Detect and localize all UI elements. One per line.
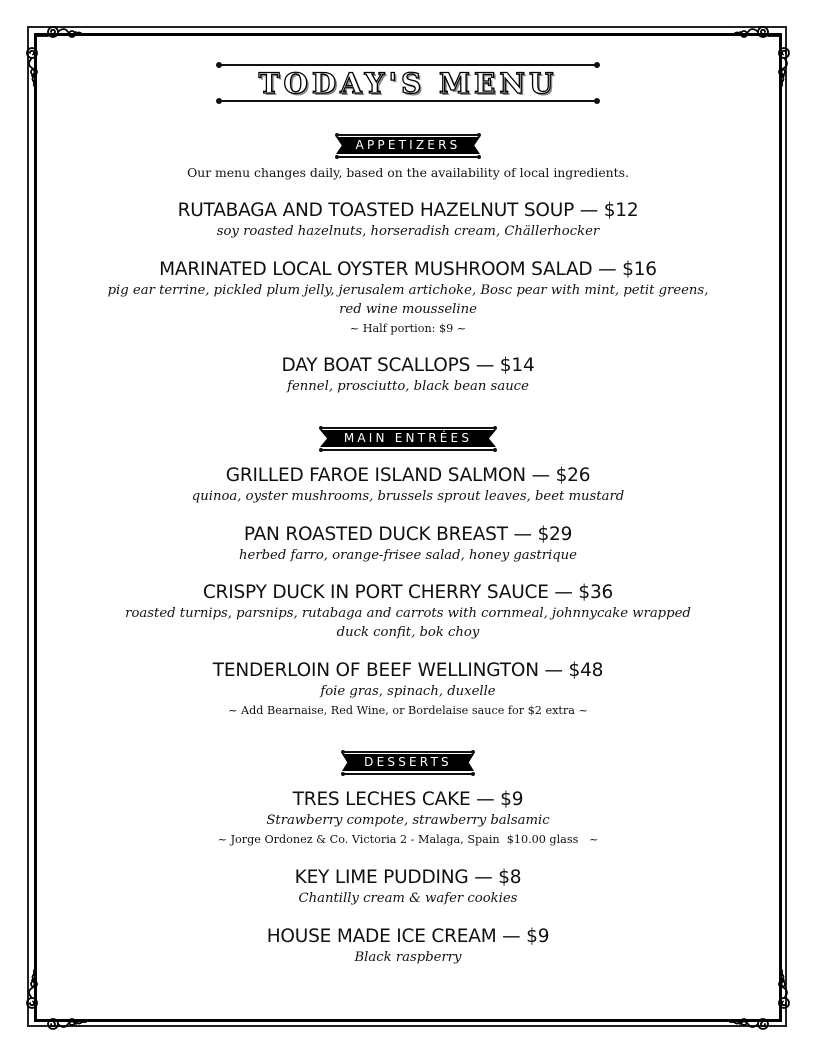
item-description: Strawberry compote, strawberry balsamic [266, 813, 550, 828]
item-note: ~ Half portion: $9 ~ [349, 322, 467, 335]
item-name: GRILLED FAROE ISLAND SALMON — $26 [225, 465, 591, 486]
item-note: ~ Add Bearnaise, Red Wine, or Bordelaise sauce for $2 extra ~ [228, 704, 588, 717]
menu-item [34, 200, 782, 241]
flourish-corner-icon [8, 8, 88, 88]
flourish-corner-icon [8, 968, 88, 1048]
item-description: roasted turnips, parsnips, rutabaga and carrots with cornmeal, johnnycake wrapped [125, 606, 691, 621]
section-banner-main-entrees [320, 427, 496, 451]
item-note: ~ Jorge Ordonez & Co. Victoria 2 - Malaga, Spain $10.00 glass ~ [217, 833, 599, 846]
banner-rule [336, 134, 480, 136]
banner-rule [320, 427, 496, 429]
intro-text: Our menu changes daily, based on the availability of local ingredients. [187, 165, 629, 180]
item-name: PAN ROASTED DUCK BREAST — $29 [243, 524, 573, 545]
flourish-corner-icon [728, 968, 808, 1048]
menu-item [34, 926, 782, 967]
item-name: HOUSE MADE ICE CREAM — $9 [266, 926, 550, 947]
item-description: Chantilly cream & wafer cookies [298, 891, 518, 906]
item-name: DAY BOAT SCALLOPS — $14 [281, 355, 535, 376]
menu-item [34, 524, 782, 565]
item-description: pig ear terrine, pickled plum jelly, jerusalem artichoke, Bosc pear with mint, petit greens, [107, 283, 709, 298]
item-name: RUTABAGA AND TOASTED HAZELNUT SOUP — $12 [177, 200, 639, 221]
section-label: MAIN ENTRÉES [343, 431, 473, 445]
item-name: KEY LIME PUDDING — $8 [294, 867, 522, 888]
menu-item [34, 582, 782, 642]
item-description: foie gras, spinach, duxelle [320, 684, 496, 699]
item-description: Black raspberry [354, 950, 462, 965]
flourish-corner-icon [728, 8, 808, 88]
item-name: TENDERLOIN OF BEEF WELLINGTON — $48 [212, 660, 604, 681]
item-description: duck confit, bok choy [336, 625, 480, 640]
banner-rule [336, 156, 480, 158]
menu-title-block [218, 57, 598, 107]
item-description: fennel, prosciutto, black bean sauce [287, 379, 529, 394]
menu-item [34, 660, 782, 721]
menu-item [34, 259, 782, 339]
banner-rule [342, 773, 474, 775]
item-description: soy roasted hazelnuts, horseradish cream, Chällerhocker [216, 224, 600, 239]
section-label: DESSERTS [364, 755, 452, 769]
item-description: quinoa, oyster mushrooms, brussels sprout leaves, beet mustard [191, 489, 625, 504]
item-name: TRES LECHES CAKE — $9 [292, 789, 524, 810]
item-description: herbed farro, orange-frisee salad, honey gastrique [239, 548, 577, 563]
section-banner-desserts [342, 751, 474, 775]
menu-item [34, 465, 782, 506]
banner-rule [320, 449, 496, 451]
page-title: TODAY'S MENU [258, 67, 558, 100]
section-banner-appetizers [336, 134, 480, 158]
item-description: red wine mousseline [339, 302, 477, 317]
menu-item [34, 867, 782, 908]
section-label: APPETIZERS [355, 138, 461, 152]
menu-item [34, 789, 782, 850]
banner-rule [342, 751, 474, 753]
title-rule-bottom [218, 100, 598, 102]
item-name: MARINATED LOCAL OYSTER MUSHROOM SALAD — $16 [159, 259, 657, 280]
title-rule-top [218, 64, 598, 66]
menu-item [34, 355, 782, 396]
item-name: CRISPY DUCK IN PORT CHERRY SAUCE — $36 [202, 582, 614, 603]
